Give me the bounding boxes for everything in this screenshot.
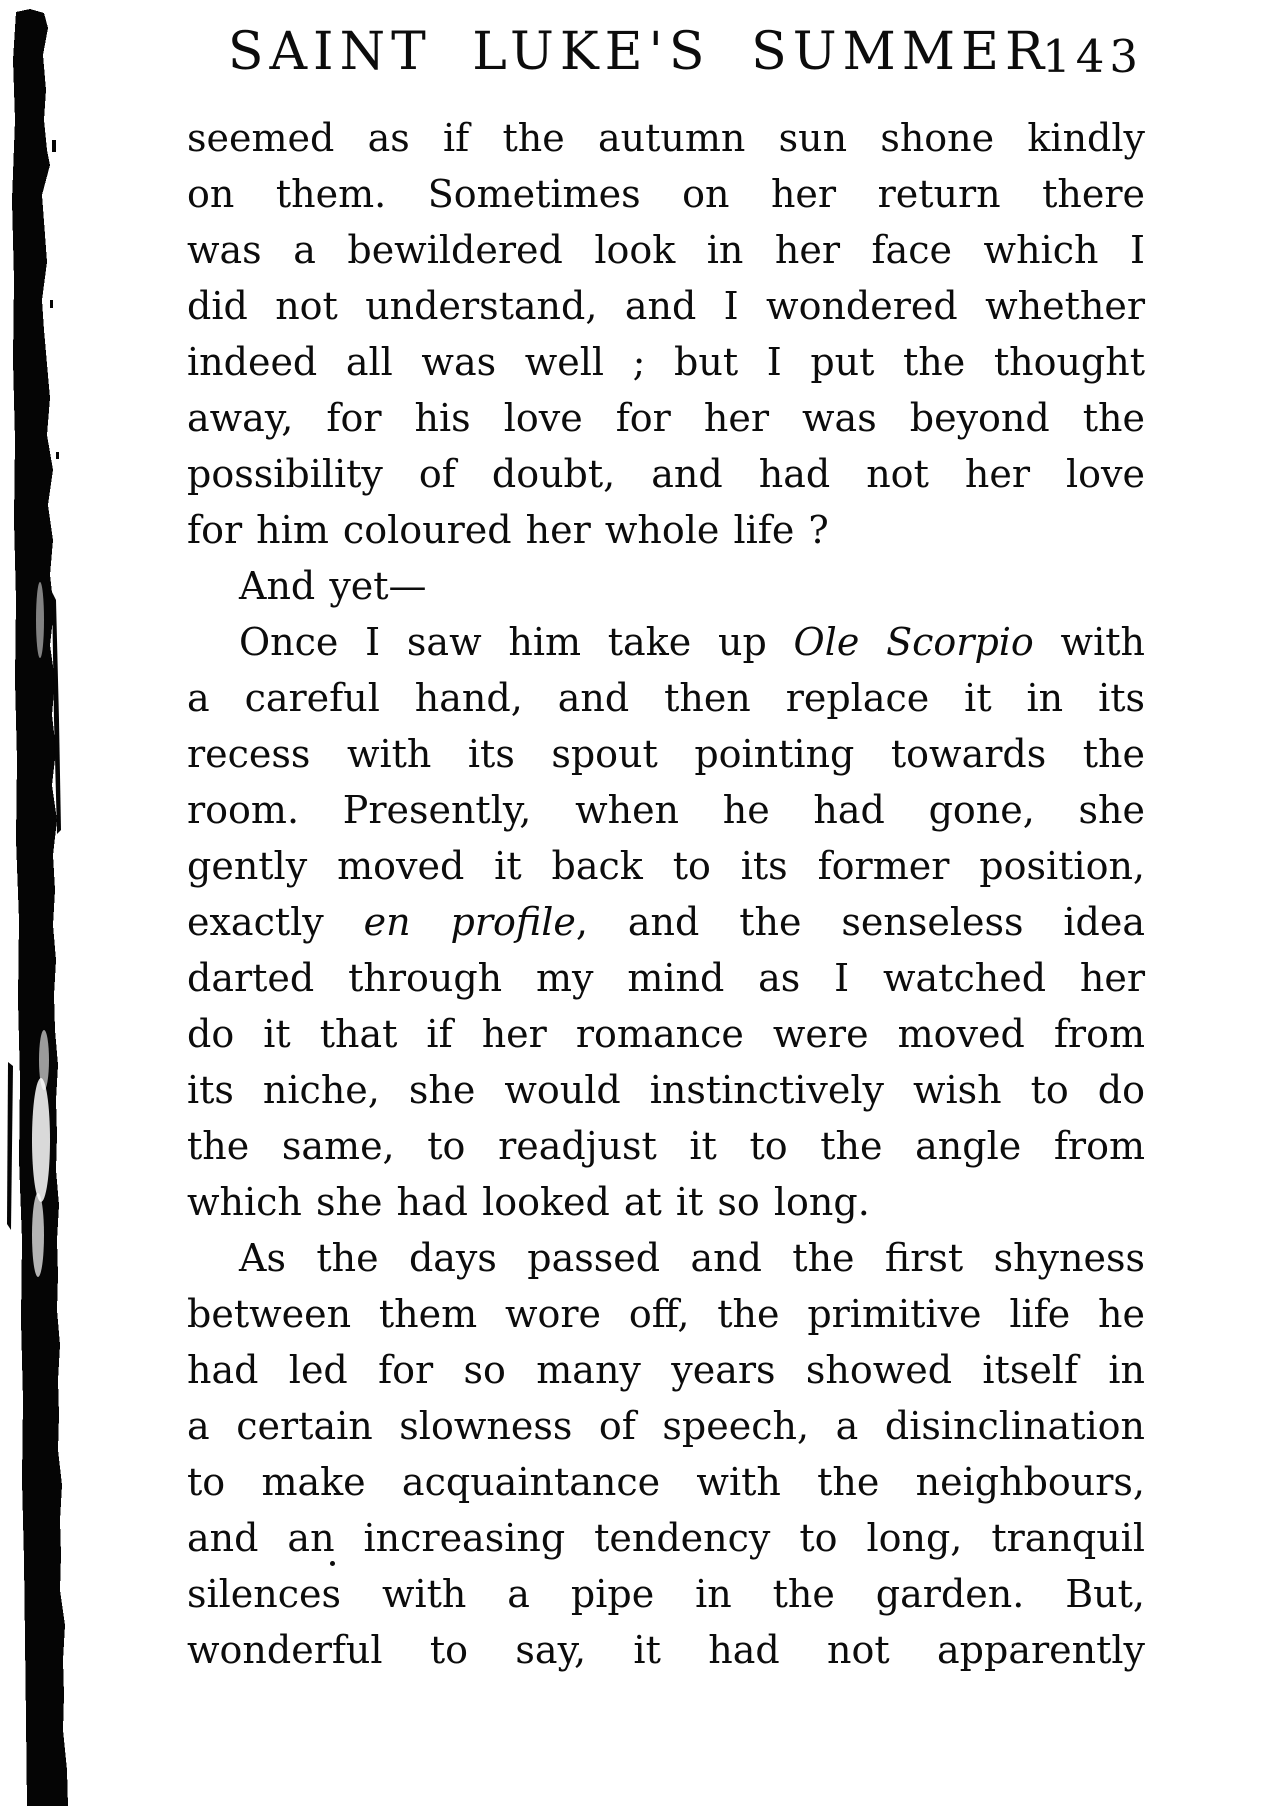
text-segment: with bbox=[1033, 620, 1145, 664]
text-segment: seemed as if the autumn sun shone kindly bbox=[187, 116, 1145, 160]
text-line bbox=[187, 278, 1145, 334]
text-segment: darted through my mind as I watched her bbox=[187, 956, 1145, 1000]
text-segment: And yet— bbox=[239, 564, 427, 608]
text-segment: wonderful to say, it had not apparently bbox=[187, 1628, 1145, 1672]
ink-speck bbox=[330, 1561, 335, 1566]
text-segment: did not understand, and I wondered whether bbox=[187, 284, 1145, 328]
text-segment: had led for so many years showed itself in bbox=[187, 1348, 1145, 1392]
text-segment: its niche, she would instinctively wish to do bbox=[187, 1068, 1145, 1112]
text-segment: a careful hand, and then replace it in its bbox=[187, 676, 1145, 720]
text-segment: possibility of doubt, and had not her love bbox=[187, 452, 1145, 496]
text-line bbox=[187, 950, 1145, 1006]
text-segment: room. Presently, when he had gone, she bbox=[187, 788, 1145, 832]
text-line bbox=[187, 1174, 1145, 1230]
text-line bbox=[187, 110, 1145, 166]
text-segment: to make acquaintance with the neighbours, bbox=[187, 1460, 1145, 1504]
italic-text-segment: Ole Scorpio bbox=[793, 620, 1034, 664]
text-line bbox=[187, 1230, 1145, 1286]
text-line bbox=[187, 446, 1145, 502]
text-segment: and an increasing tendency to long, tranquil bbox=[187, 1516, 1145, 1560]
text-line bbox=[187, 390, 1145, 446]
page-header bbox=[187, 10, 1145, 82]
page-number: 143 bbox=[1042, 30, 1143, 83]
binding-edge-artifact bbox=[0, 0, 90, 1806]
page-body bbox=[187, 110, 1145, 1678]
text-line bbox=[187, 726, 1145, 782]
text-line bbox=[187, 782, 1145, 838]
text-segment: gently moved it back to its former position, bbox=[187, 844, 1145, 888]
text-segment: do it that if her romance were moved from bbox=[187, 1012, 1145, 1056]
text-line bbox=[187, 1454, 1145, 1510]
running-title: SAINT LUKE'S SUMMER bbox=[227, 22, 1051, 82]
text-line bbox=[187, 1286, 1145, 1342]
text-line bbox=[187, 334, 1145, 390]
text-line bbox=[187, 894, 1145, 950]
text-line bbox=[187, 1566, 1145, 1622]
text-line bbox=[187, 222, 1145, 278]
text-line bbox=[187, 558, 1145, 614]
text-line bbox=[187, 1062, 1145, 1118]
text-line bbox=[187, 670, 1145, 726]
text-segment: was a bewildered look in her face which I bbox=[187, 228, 1145, 272]
text-segment: exactly bbox=[187, 900, 364, 944]
text-segment: on them. Sometimes on her return there bbox=[187, 172, 1145, 216]
text-segment: silences with a pipe in the garden. But, bbox=[187, 1572, 1145, 1616]
italic-text-segment: en profile bbox=[363, 900, 576, 944]
text-line bbox=[187, 166, 1145, 222]
text-line bbox=[187, 1118, 1145, 1174]
text-line bbox=[187, 1006, 1145, 1062]
text-line bbox=[187, 1622, 1145, 1678]
text-line bbox=[187, 614, 1145, 670]
text-segment: for him coloured her whole life ? bbox=[187, 508, 829, 552]
text-line bbox=[187, 838, 1145, 894]
text-line bbox=[187, 1398, 1145, 1454]
text-segment: away, for his love for her was beyond the bbox=[187, 396, 1145, 440]
text-segment: Once I saw him take up bbox=[239, 620, 794, 664]
text-segment: between them wore off, the primitive life he bbox=[187, 1292, 1145, 1336]
text-line bbox=[187, 1342, 1145, 1398]
text-segment: , and the senseless idea bbox=[575, 900, 1145, 944]
text-segment: the same, to readjust it to the angle from bbox=[187, 1124, 1145, 1168]
text-segment: As the days passed and the first shyness bbox=[239, 1236, 1145, 1280]
text-segment: a certain slowness of speech, a disinclination bbox=[187, 1404, 1145, 1448]
text-line bbox=[187, 1510, 1145, 1566]
text-segment: indeed all was well ; but I put the thought bbox=[187, 340, 1145, 384]
text-segment: which she had looked at it so long. bbox=[187, 1180, 870, 1224]
text-segment: recess with its spout pointing towards the bbox=[187, 732, 1145, 776]
text-line bbox=[187, 502, 1145, 558]
